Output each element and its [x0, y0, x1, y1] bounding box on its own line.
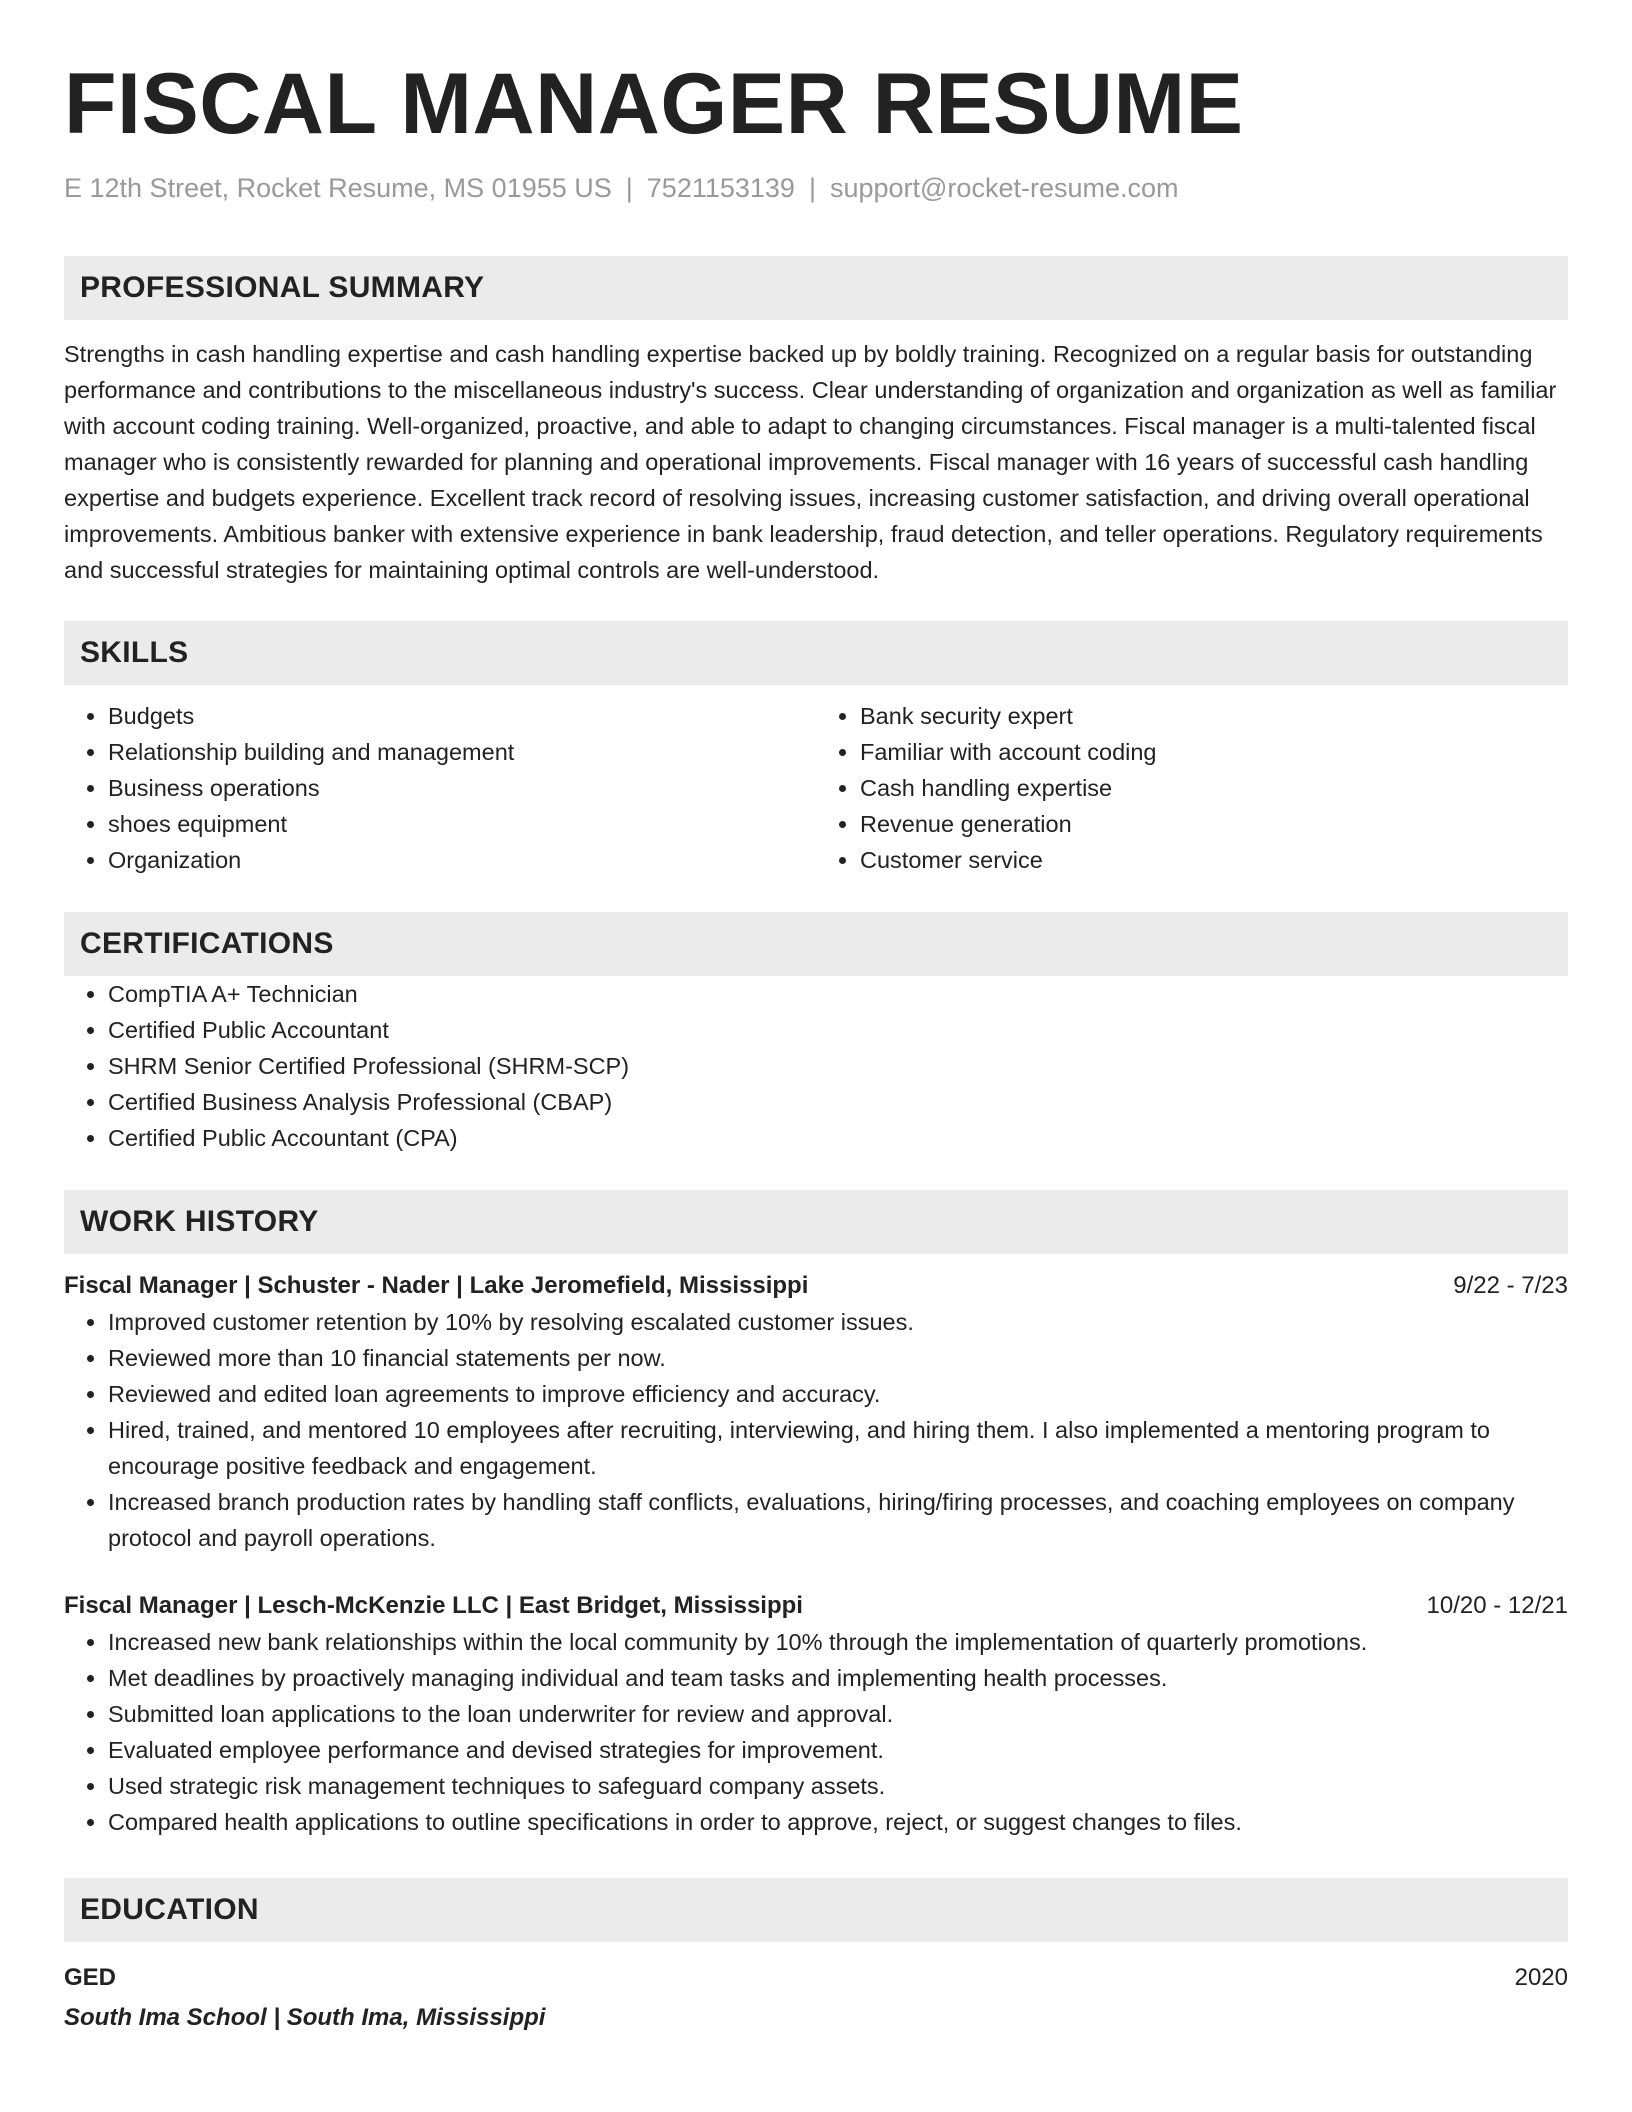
skill-item: • Customer service — [860, 842, 1568, 878]
contact-address: E 12th Street, Rocket Resume, MS 01955 US — [64, 173, 612, 203]
skill-item: • Revenue generation — [860, 806, 1568, 842]
skill-item: • Business operations — [108, 770, 816, 806]
contact-phone: 7521153139 — [646, 173, 795, 203]
job-bullet: • Evaluated employee performance and devised strategies for improvement. — [108, 1732, 1568, 1768]
skills-section-header: SKILLS — [64, 621, 1568, 685]
job-bullet: • Used strategic risk management techniques to safeguard company assets. — [108, 1768, 1568, 1804]
work-history-section-header: WORK HISTORY — [64, 1190, 1568, 1254]
job-bullet: • Compared health applications to outline specifications in order to approve, reject, or suggest changes to files. — [108, 1804, 1568, 1840]
skill-item: • Cash handling expertise — [860, 770, 1568, 806]
education-heading-row — [64, 1960, 1568, 1996]
certifications-list — [64, 976, 1568, 1156]
skill-item: • Relationship building and management — [108, 734, 816, 770]
skills-list-right — [816, 698, 1568, 878]
job-heading-row — [64, 1588, 1568, 1624]
summary-text: Strengths in cash handling expertise and cash handling expertise backed up by boldly training. Recognized on a regular basis for outstanding performance and contributions to the miscellaneous industry's success. Clear understanding of organization and organization as well as familiar with account coding training. Well-organized, proactive, and able to adapt to changing circumstances. Fiscal manager is a multi-talented fiscal manager who is consistently rewarded for planning and operational improvements. Fiscal manager with 16 years of successful cash handling expertise and budgets experience. Excellent track record of resolving issues, increasing customer satisfaction, and driving overall operational improvements. Ambitious banker with extensive experience in bank leadership, fraud detection, and teller operations. Regulatory requirements and successful strategies for maintaining optimal controls are well-understood. — [64, 341, 1557, 583]
skills-columns — [64, 698, 1568, 878]
job-heading-row — [64, 1268, 1568, 1304]
skill-item: • shoes equipment — [108, 806, 816, 842]
contact-line — [64, 172, 1568, 204]
certification-item: • Certified Public Accountant — [108, 1012, 1568, 1048]
job-dates: 10/20 - 12/21 — [1426, 1592, 1568, 1619]
job-bullet: • Improved customer retention by 10% by resolving escalated customer issues. — [108, 1304, 1568, 1340]
skill-item: • Organization — [108, 842, 816, 878]
contact-separator: | — [625, 173, 633, 203]
education-section-header: EDUCATION — [64, 1878, 1568, 1942]
skill-item: • Familiar with account coding — [860, 734, 1568, 770]
skill-item: • Bank security expert — [860, 698, 1568, 734]
contact-email: support@rocket-resume.com — [829, 173, 1179, 203]
certification-item: • SHRM Senior Certified Professional (SHRM-SCP) — [108, 1048, 1568, 1084]
certification-item: • CompTIA A+ Technician — [108, 976, 1568, 1012]
job-bullet: • Submitted loan applications to the loan underwriter for review and approval. — [108, 1696, 1568, 1732]
education-degree: GED — [64, 1964, 117, 1991]
job-bullets — [64, 1624, 1568, 1840]
skills-list-left — [64, 698, 816, 878]
skill-item: • Budgets — [108, 698, 816, 734]
education-year: 2020 — [1514, 1964, 1568, 1991]
education-school: South Ima School | South Ima, Mississippi — [64, 2004, 546, 2031]
job-title: Fiscal Manager | Schuster - Nader | Lake Jeromefield, Mississippi — [64, 1272, 809, 1299]
contact-separator: | — [808, 173, 816, 203]
job-bullet: • Reviewed and edited loan agreements to improve efficiency and accuracy. — [108, 1376, 1568, 1412]
job-bullet: • Reviewed more than 10 financial statements per now. — [108, 1340, 1568, 1376]
job-bullet: • Hired, trained, and mentored 10 employees after recruiting, interviewing, and hiring them. I also implemented a mentoring program to encourage positive feedback and engagement. — [108, 1412, 1568, 1484]
job-title: Fiscal Manager | Lesch-McKenzie LLC | East Bridget, Mississippi — [64, 1592, 803, 1619]
job-bullet: • Increased branch production rates by handling staff conflicts, evaluations, hiring/firing processes, and coaching employees on company protocol and payroll operations. — [108, 1484, 1568, 1556]
resume-title: FISCAL MANAGER RESUME — [64, 56, 1244, 152]
certification-item: • Certified Public Accountant (CPA) — [108, 1120, 1568, 1156]
certifications-section-header: CERTIFICATIONS — [64, 912, 1568, 976]
summary-section-header: PROFESSIONAL SUMMARY — [64, 256, 1568, 320]
job-bullet: • Increased new bank relationships within the local community by 10% through the implementation of quarterly promotions. — [108, 1624, 1568, 1660]
job-bullets — [64, 1304, 1568, 1556]
certification-item: • Certified Business Analysis Professional (CBAP) — [108, 1084, 1568, 1120]
job-bullet: • Met deadlines by proactively managing individual and team tasks and implementing health processes. — [108, 1660, 1568, 1696]
job-dates: 9/22 - 7/23 — [1453, 1272, 1568, 1299]
